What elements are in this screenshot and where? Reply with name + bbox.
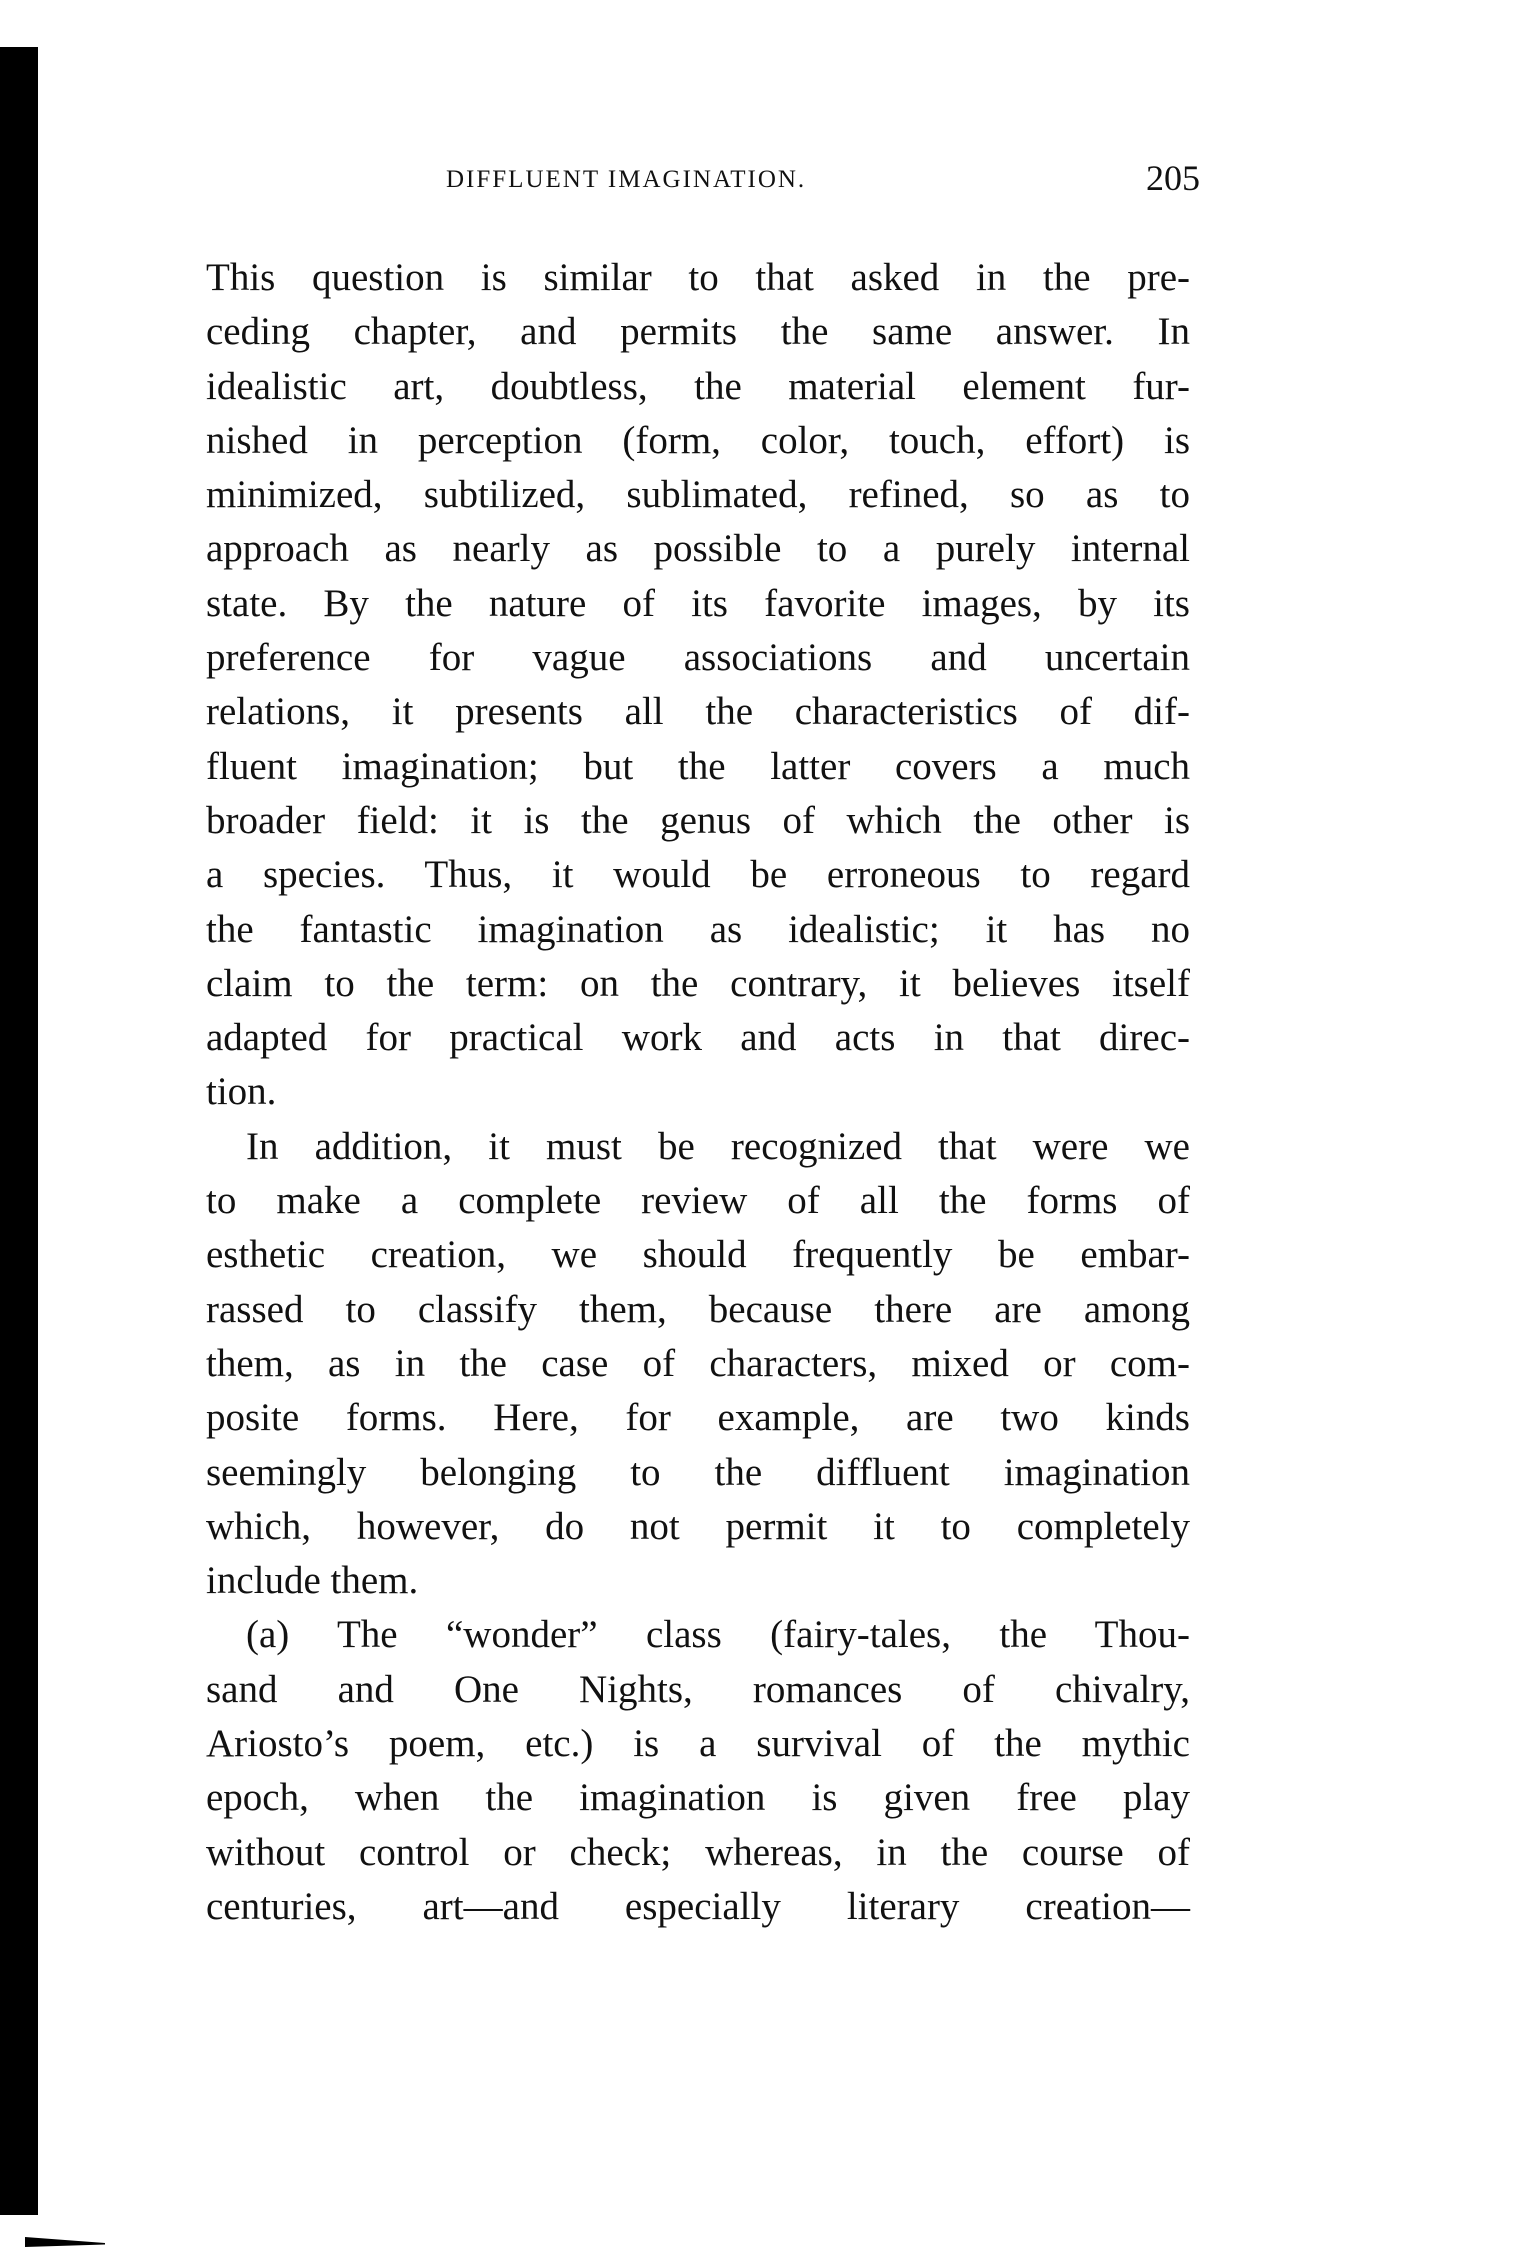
text-line: tion. [206,1070,277,1114]
text-line: This question is similar to that asked in the pre- [206,256,1190,299]
text-line: the fantastic imagination as idealistic; it has no [206,907,1190,951]
text-line: esthetic creation, we should frequently be embar- [206,1233,1190,1277]
text-line: to make a complete review of all the forms of [206,1179,1190,1223]
text-line: posite forms. Here, for example, are two kinds [206,1396,1190,1440]
page-edge-shadow [0,47,38,2215]
text-line: epoch, when the imagination is given free play [206,1776,1190,1820]
text-line: relations, it presents all the characteristics of dif- [206,690,1190,734]
body-text [206,251,1190,1934]
text-line: claim to the term: on the contrary, it believes itself [206,961,1190,1005]
text-line: seemingly belonging to the diffluent imagination [206,1450,1190,1494]
scan-artifact-rule [25,2237,105,2247]
text-line: a species. Thus, it would be erroneous to regard [206,853,1190,897]
text-line: In addition, it must be recognized that were we [246,1124,1190,1168]
text-line: sand and One Nights, romances of chivalry, [206,1667,1190,1711]
text-line: them, as in the case of characters, mixed or com- [206,1341,1190,1385]
text-line: without control or check; whereas, in the course of [206,1830,1190,1874]
text-line: minimized, subtilized, sublimated, refined, so as to [206,473,1190,517]
text-line: fluent imagination; but the latter covers a much [206,744,1190,788]
text-line: Ariosto’s poem, etc.) is a survival of the mythic [206,1722,1190,1766]
text-line: rassed to classify them, because there are among [206,1287,1190,1331]
running-head: DIFFLUENT IMAGINATION. [446,166,807,193]
text-line: approach as nearly as possible to a purely internal [206,527,1190,571]
text-line: centuries, art—and especially literary creation— [206,1884,1190,1928]
text-line: preference for vague associations and uncertain [206,636,1190,680]
text-line: (a) The “wonder” class (fairy-tales, the Thou- [246,1613,1190,1657]
text-line: adapted for practical work and acts in that direc- [206,1016,1190,1060]
text-line: broader field: it is the genus of which the other is [206,798,1190,842]
page-number: 205 [1146,158,1200,198]
text-line: include them. [206,1559,419,1603]
text-line: ceding chapter, and permits the same answer. In [206,310,1190,354]
text-line: state. By the nature of its favorite images, by its [206,581,1190,625]
text-line: nished in perception (form, color, touch, effort) is [206,418,1190,462]
text-line: idealistic art, doubtless, the material element fur- [206,364,1190,408]
text-line: which, however, do not permit it to completely [206,1504,1190,1548]
